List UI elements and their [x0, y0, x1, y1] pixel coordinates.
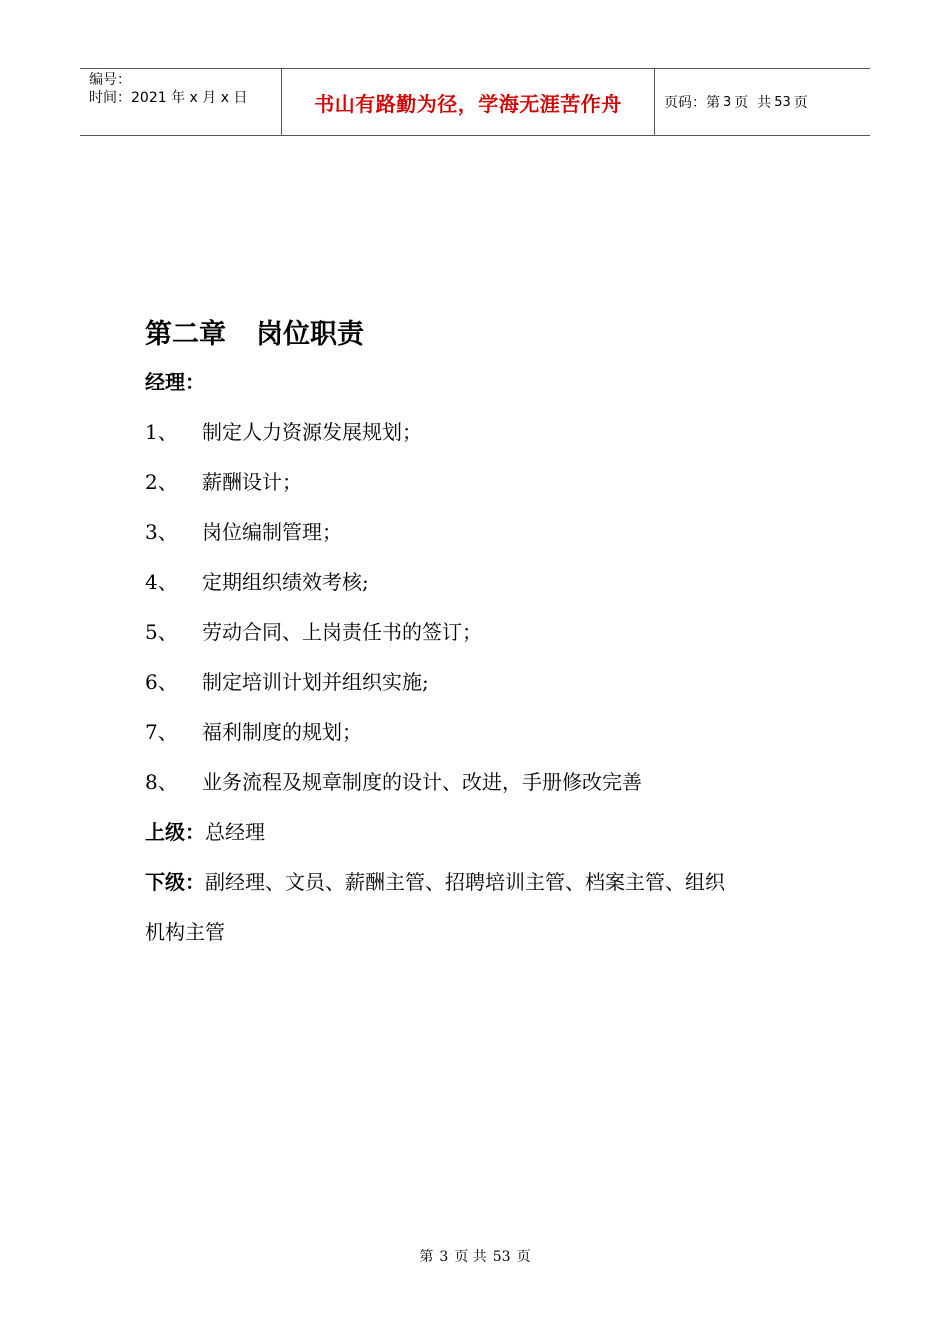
duty-item	[145, 457, 825, 507]
footer-current: 3	[439, 1249, 449, 1265]
duty-text: 业务流程及规章制度的设计、改进，手册修改完善	[202, 770, 642, 794]
header-meta	[80, 69, 281, 135]
subordinate-label: 下级：	[145, 870, 205, 894]
duty-number: 4、	[145, 570, 178, 594]
page-mid: 页 共	[734, 95, 772, 111]
duty-text: 岗位编制管理；	[202, 520, 342, 544]
footer-total: 53	[492, 1249, 511, 1265]
duty-item	[145, 607, 825, 657]
duty-number: 8、	[145, 770, 178, 794]
subordinate-value: 副经理、文员、薪酬主管、招聘培训主管、档案主管、组织	[205, 870, 725, 894]
duty-number: 7、	[145, 720, 178, 744]
footer-prefix: 第	[419, 1249, 434, 1265]
duty-item	[145, 707, 825, 757]
duty-number: 2、	[145, 470, 178, 494]
footer-suffix: 页	[516, 1249, 531, 1265]
subordinate-line	[145, 857, 825, 907]
superior-label: 上级：	[145, 820, 205, 844]
chapter-heading	[145, 313, 825, 357]
duty-text: 定期组织绩效考核;	[202, 570, 369, 594]
page-total: 53	[774, 94, 791, 110]
subordinate-line-continued: 机构主管	[145, 920, 225, 944]
duty-item	[145, 407, 825, 457]
duty-number: 5、	[145, 620, 178, 644]
duty-text: 制定培训计划并组织实施;	[202, 670, 429, 694]
header-motto: 书山有路勤为径，学海无涯苦作舟	[314, 91, 622, 116]
duty-item	[145, 557, 825, 607]
duty-item	[145, 757, 825, 807]
chapter-number: 第二章	[145, 319, 226, 350]
header-page-info	[655, 69, 870, 135]
duty-text: 制定人力资源发展规划；	[202, 420, 422, 444]
duty-number: 1、	[145, 420, 178, 444]
time-label: 时间：2021 年 x 月 x 日	[89, 90, 248, 106]
header-motto-cell	[281, 69, 655, 135]
page-current: 3	[723, 94, 732, 110]
document-header	[80, 68, 870, 136]
page-suffix: 页	[793, 95, 808, 111]
page-footer	[0, 1246, 950, 1266]
duty-item	[145, 657, 825, 707]
duty-number: 6、	[145, 670, 178, 694]
page-prefix: 页码：第	[664, 95, 720, 111]
duty-text: 薪酬设计；	[202, 470, 302, 494]
superior-value: 总经理	[205, 820, 265, 844]
number-label: 编号：	[89, 72, 131, 88]
superior-line	[145, 807, 825, 857]
chapter-title: 岗位职责	[256, 319, 364, 350]
footer-mid: 页 共	[454, 1249, 487, 1265]
role-label: 经理：	[145, 370, 205, 394]
duty-text: 劳动合同、上岗责任书的签订；	[202, 620, 482, 644]
duty-text: 福利制度的规划；	[202, 720, 362, 744]
duty-item	[145, 507, 825, 557]
document-body	[145, 313, 825, 957]
duty-number: 3、	[145, 520, 178, 544]
